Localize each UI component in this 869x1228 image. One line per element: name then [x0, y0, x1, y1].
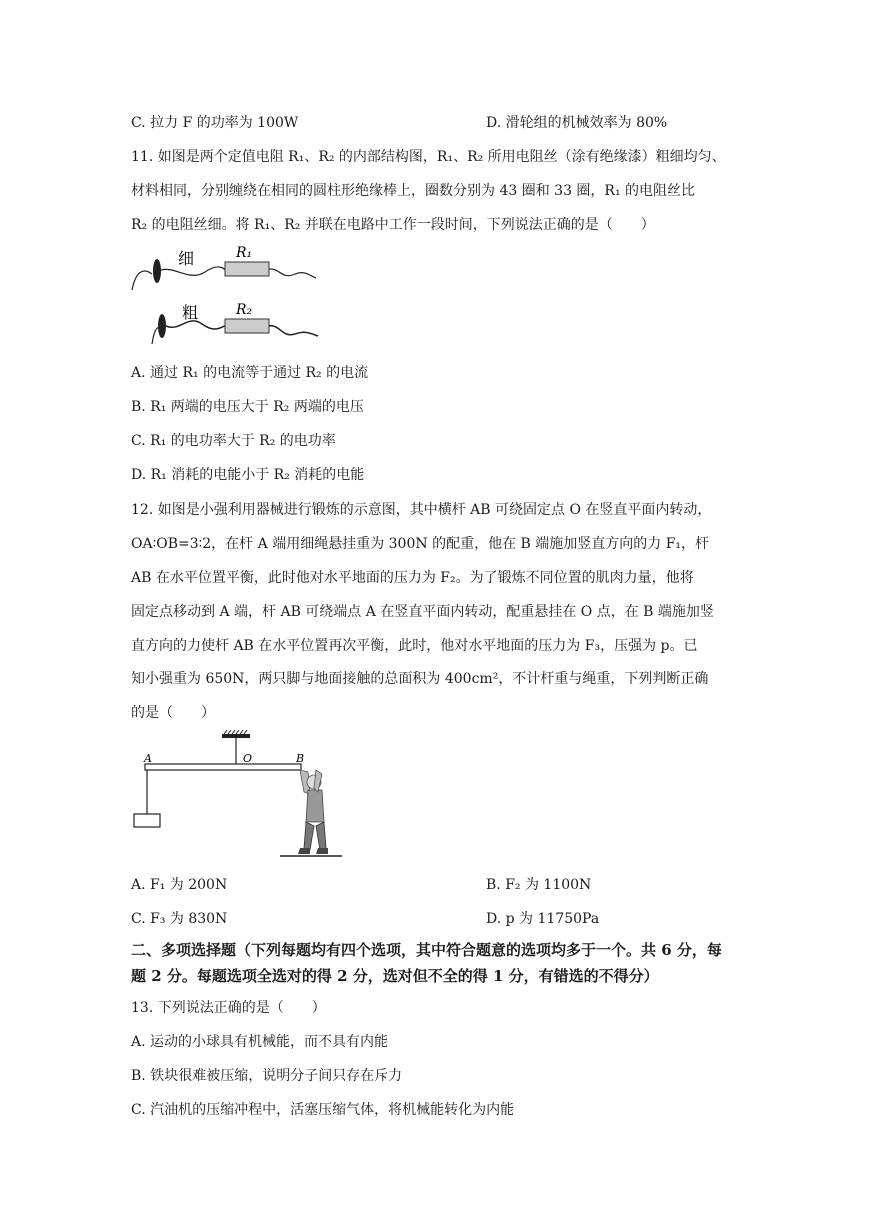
q13-option-b: B. 铁块很难被压缩，说明分子间只存在斥力: [131, 1068, 403, 1084]
q12-stem-line-5: 直方向的力使杆 AB 在水平位置再次平衡，此时，他对水平地面的压力为 F₃，压强为 p。已: [131, 638, 698, 654]
counterweight-icon: [134, 814, 160, 827]
q11-option-b: B. R₁ 两端的电压大于 R₂ 两端的电压: [131, 399, 364, 415]
q12-stem-line-2: OA∶OB=3∶2，在杆 A 端用细绳悬挂重为 300N 的配重，他在 B 端施加竖直方向的力 F₁，杆: [131, 536, 710, 552]
label-o: O: [243, 752, 253, 765]
q10-option-d: D. 滑轮组的机械效率为 80%: [486, 115, 668, 131]
q13-stem: 13. 下列说法正确的是（ ）: [131, 1000, 326, 1016]
q11-option-d: D. R₁ 消耗的电能小于 R₂ 消耗的电能: [131, 467, 365, 483]
q10-option-c: C. 拉力 F 的功率为 100W: [131, 115, 299, 131]
r2-label: R₂: [236, 302, 253, 318]
q13-option-a: A. 运动的小球具有机械能，而不具有内能: [131, 1034, 389, 1050]
q12-option-d: D. p 为 11750Pa: [486, 911, 600, 927]
q11-option-a: A. 通过 R₁ 的电流等于通过 R₂ 的电流: [131, 365, 369, 381]
q12-option-b: B. F₂ 为 1100N: [486, 877, 592, 893]
q13-option-c: C. 汽油机的压缩冲程中，活塞压缩气体，将机械能转化为内能: [131, 1102, 515, 1118]
section2-heading-line-2: 题 2 分。每题选项全选对的得 2 分，选对但不全的得 1 分，有错选的不得分）: [131, 967, 659, 985]
q11-stem-line-3: R₂ 的电阻丝细。将 R₁、R₂ 并联在电路中工作一段时间，下列说法正确的是（ ）: [131, 217, 655, 233]
label-a: A: [144, 752, 152, 765]
q12-stem-line-6: 知小强重为 650N，两只脚与地面接触的总面积为 400cm²，不计杆重与绳重，下列判断正确: [131, 671, 709, 687]
r1-label: R₁: [236, 245, 253, 261]
lever-exercise-figure: [128, 730, 348, 866]
person-icon: [298, 770, 328, 854]
q12-stem-line-7: 的是（ ）: [131, 705, 215, 721]
label-b: B: [296, 752, 305, 765]
thick-label: 粗: [182, 303, 199, 322]
section2-heading-line-1: 二、多项选择题（下列每题均有四个选项，其中符合题意的选项均多于一个。共 6 分，每: [131, 941, 722, 959]
insulating-rod-end-icon: [158, 314, 166, 338]
insulating-rod-end-icon: [153, 259, 161, 283]
q11-stem-line-2: 材料相同，分别缠绕在相同的圆柱形绝缘棒上，圈数分别为 43 圈和 33 圈，R₁ 的电阻丝比: [131, 183, 696, 199]
q12-stem-line-1: 12. 如图是小强利用器械进行锻炼的示意图，其中横杆 AB 可绕固定点 O 在竖直平面内转动，: [131, 502, 712, 518]
q12-option-a: A. F₁ 为 200N: [131, 877, 228, 893]
q12-stem-line-4: 固定点移动到 A 端，杆 AB 可绕端点 A 在竖直平面内转动，配重悬挂在 O 点，在 B 端施加竖: [131, 604, 714, 620]
q12-stem-line-3: AB 在水平位置平衡，此时他对水平地面的压力为 F₂。为了锻炼不同位置的肌肉力量，他将: [131, 570, 694, 586]
thin-label: 细: [178, 249, 195, 268]
resistor-structure-figure: [130, 240, 330, 350]
q12-option-c: C. F₃ 为 830N: [131, 911, 228, 927]
q11-stem-line-1: 11. 如图是两个定值电阻 R₁、R₂ 的内部结构图，R₁、R₂ 所用电阻丝（涂有绝缘漆）粗细均匀、: [131, 149, 726, 165]
q11-option-c: C. R₁ 的电功率大于 R₂ 的电功率: [131, 433, 336, 449]
